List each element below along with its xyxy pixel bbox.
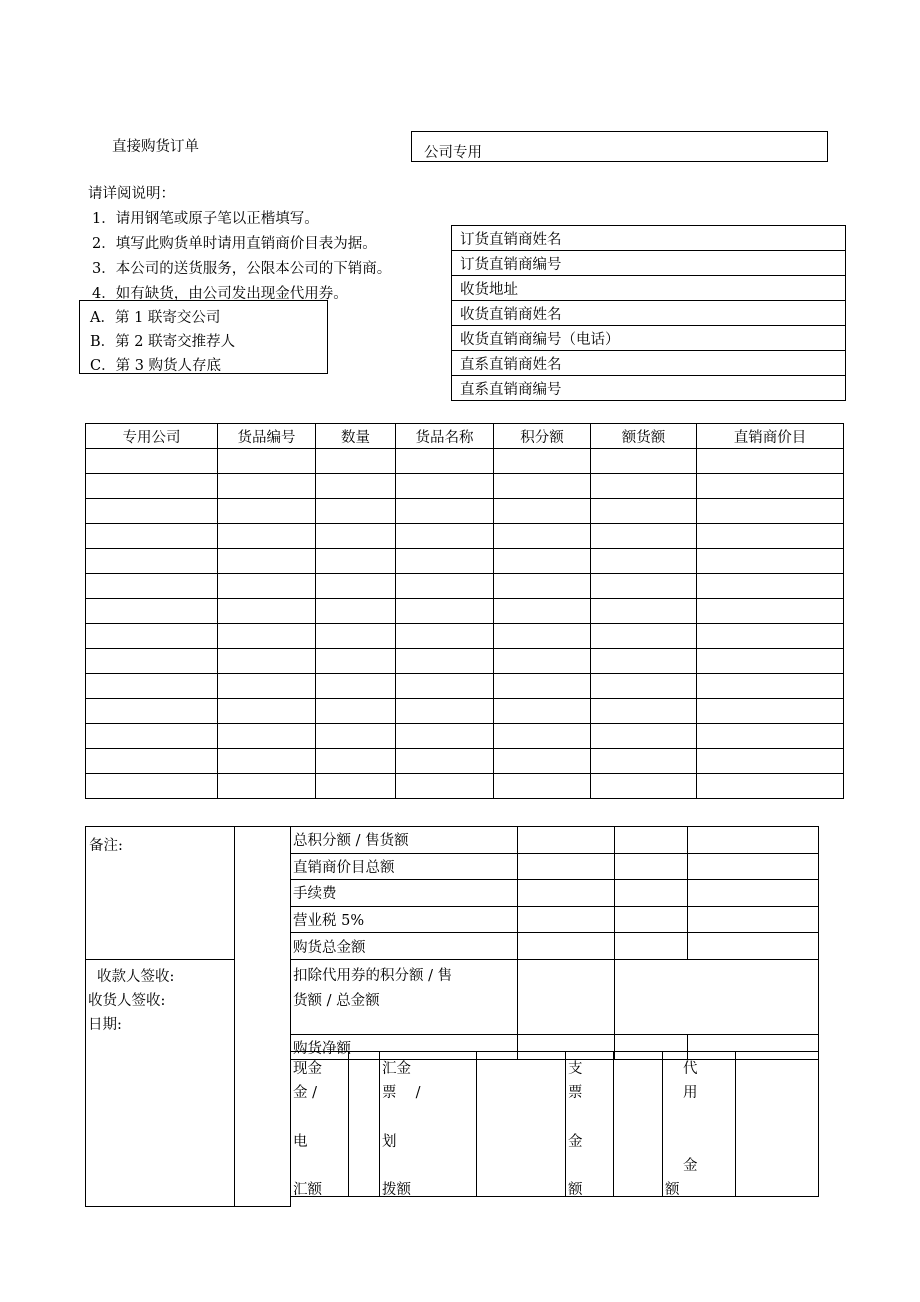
copy-line: C．第 3 购货人存底 — [90, 358, 222, 374]
goods-cell[interactable] — [494, 624, 591, 649]
goods-cell[interactable] — [494, 549, 591, 574]
goods-cell[interactable] — [218, 724, 316, 749]
goods-cell[interactable] — [218, 599, 316, 624]
goods-cell[interactable] — [591, 649, 697, 674]
goods-cell[interactable] — [316, 774, 396, 799]
summary-value-cell[interactable] — [518, 827, 615, 854]
consignee-signature-label: 收货人签收: — [88, 993, 166, 1009]
goods-cell[interactable] — [591, 599, 697, 624]
goods-cell[interactable] — [494, 499, 591, 524]
goods-cell[interactable] — [396, 474, 494, 499]
purchase-total-label: 购货总金额 — [291, 933, 518, 960]
goods-row — [86, 674, 844, 699]
goods-cell[interactable] — [494, 749, 591, 774]
summary-value-cell[interactable] — [688, 933, 819, 960]
goods-cell[interactable] — [494, 599, 591, 624]
goods-cell[interactable] — [316, 499, 396, 524]
goods-cell[interactable] — [316, 549, 396, 574]
goods-cell[interactable] — [316, 749, 396, 774]
goods-cell[interactable] — [316, 624, 396, 649]
goods-cell[interactable] — [86, 624, 218, 649]
goods-cell[interactable] — [494, 524, 591, 549]
company-use-box — [411, 131, 828, 162]
goods-cell[interactable] — [218, 649, 316, 674]
goods-cell[interactable] — [494, 724, 591, 749]
summary-value-cell[interactable] — [615, 853, 688, 880]
goods-cell[interactable] — [697, 549, 844, 574]
cash-amount-cell[interactable] — [349, 1052, 380, 1197]
summary-value-cell[interactable] — [518, 960, 615, 1035]
goods-cell[interactable] — [396, 674, 494, 699]
goods-cell[interactable] — [591, 749, 697, 774]
goods-cell[interactable] — [218, 524, 316, 549]
goods-cell[interactable] — [697, 574, 844, 599]
goods-row — [86, 499, 844, 524]
goods-row — [86, 599, 844, 624]
goods-cell[interactable] — [86, 649, 218, 674]
company-use-label: 公司专用 — [424, 145, 482, 161]
summary-value-cell[interactable] — [688, 853, 819, 880]
goods-row — [86, 699, 844, 724]
order-info-field[interactable]: 订货直销商姓名 — [452, 226, 846, 251]
goods-row — [86, 724, 844, 749]
goods-cell[interactable] — [316, 599, 396, 624]
cheque-label-part: 票 — [568, 1085, 583, 1101]
goods-cell[interactable] — [697, 699, 844, 724]
summary-value-cell[interactable] — [688, 906, 819, 933]
remarks-box[interactable] — [86, 827, 235, 960]
summary-value-cell[interactable] — [615, 906, 688, 933]
goods-cell[interactable] — [396, 499, 494, 524]
payment-table — [290, 1051, 819, 1197]
goods-cell[interactable] — [396, 449, 494, 474]
cash-label-part: 现金 — [293, 1061, 322, 1077]
goods-cell[interactable] — [396, 724, 494, 749]
goods-cell[interactable] — [86, 474, 218, 499]
goods-cell[interactable] — [494, 449, 591, 474]
goods-row — [86, 774, 844, 799]
goods-cell[interactable] — [697, 649, 844, 674]
cash-label-part: 电 — [293, 1134, 308, 1150]
goods-cell[interactable] — [494, 699, 591, 724]
handling-fee-label: 手续费 — [291, 880, 518, 907]
cheque-label-part: 金 — [568, 1134, 583, 1150]
goods-cell[interactable] — [86, 499, 218, 524]
goods-cell[interactable] — [591, 549, 697, 574]
goods-cell[interactable] — [697, 724, 844, 749]
goods-row — [86, 549, 844, 574]
goods-cell[interactable] — [396, 524, 494, 549]
goods-cell[interactable] — [591, 624, 697, 649]
date-label: 日期: — [88, 1017, 122, 1033]
goods-header-cell: 专用公司 — [86, 424, 218, 449]
summary-value-cell[interactable] — [615, 827, 688, 854]
goods-cell[interactable] — [591, 449, 697, 474]
cheque-label-part: 额 — [568, 1182, 583, 1198]
summary-value-cell[interactable] — [518, 933, 615, 960]
draft-amount-cell[interactable] — [477, 1052, 566, 1197]
goods-header-cell: 数量 — [316, 424, 396, 449]
summary-value-cell[interactable] — [615, 960, 819, 1035]
business-tax-label: 营业税 5% — [291, 906, 518, 933]
goods-header-cell: 积分额 — [494, 424, 591, 449]
goods-cell[interactable] — [697, 774, 844, 799]
goods-cell[interactable] — [86, 749, 218, 774]
order-info-field[interactable]: 直系直销商姓名 — [452, 351, 846, 376]
page-title: 直接购货订单 — [112, 139, 199, 155]
goods-cell[interactable] — [218, 699, 316, 724]
instructions-intro: 请详阅说明： — [88, 186, 175, 202]
instruction-line: 3．本公司的送货服务，公限本公司的下销商。 — [92, 261, 392, 277]
goods-cell[interactable] — [86, 599, 218, 624]
goods-cell[interactable] — [316, 649, 396, 674]
goods-cell[interactable] — [697, 674, 844, 699]
goods-row — [86, 649, 844, 674]
copy-line: A．第 1 联寄交公司 — [90, 310, 221, 326]
goods-cell[interactable] — [218, 499, 316, 524]
goods-cell[interactable] — [218, 774, 316, 799]
order-info-field[interactable]: 收货直销商编号（电话） — [452, 326, 846, 351]
instruction-line: 1．请用钢笔或原子笔以正楷填写。 — [92, 211, 319, 227]
goods-cell[interactable] — [218, 549, 316, 574]
goods-cell[interactable] — [591, 574, 697, 599]
voucher-label-part: 用 — [683, 1085, 698, 1101]
summary-value-cell[interactable] — [688, 880, 819, 907]
signature-box[interactable] — [86, 960, 235, 1207]
goods-cell[interactable] — [86, 674, 218, 699]
deduct-label-line: 扣除代用券的积分额 / 售 — [293, 968, 453, 984]
goods-row — [86, 749, 844, 774]
cheque-amount-cell[interactable] — [614, 1052, 663, 1197]
goods-cell[interactable] — [591, 474, 697, 499]
cheque-label-part: 支 — [568, 1061, 583, 1077]
goods-cell[interactable] — [494, 649, 591, 674]
goods-cell[interactable] — [697, 499, 844, 524]
remarks-label: 备注: — [89, 838, 123, 854]
goods-cell[interactable] — [86, 524, 218, 549]
draft-label-part: 汇金 — [382, 1061, 411, 1077]
goods-row — [86, 524, 844, 549]
draft-transfer-label — [380, 1052, 477, 1197]
summary-value-cell[interactable] — [615, 933, 688, 960]
goods-cell[interactable] — [591, 499, 697, 524]
copy-line: B．第 2 联寄交推荐人 — [90, 334, 236, 350]
goods-table — [85, 423, 844, 799]
goods-header-cell: 额货额 — [591, 424, 697, 449]
goods-cell[interactable] — [218, 674, 316, 699]
summary-value-cell[interactable] — [518, 880, 615, 907]
goods-cell[interactable] — [316, 524, 396, 549]
goods-cell[interactable] — [697, 449, 844, 474]
net-amount-label: 购货净额 — [291, 1035, 518, 1060]
goods-cell[interactable] — [316, 474, 396, 499]
voucher-label-part: 代 — [683, 1061, 698, 1077]
goods-header-cell: 货品名称 — [396, 424, 494, 449]
summary-spacer-column — [235, 827, 291, 1207]
goods-cell[interactable] — [396, 749, 494, 774]
goods-cell[interactable] — [218, 574, 316, 599]
goods-row — [86, 449, 844, 474]
goods-cell[interactable] — [591, 774, 697, 799]
goods-cell[interactable] — [697, 474, 844, 499]
goods-cell[interactable] — [86, 774, 218, 799]
deduct-voucher-label — [291, 960, 518, 1035]
goods-cell[interactable] — [86, 724, 218, 749]
order-info-table — [451, 225, 846, 401]
goods-cell[interactable] — [396, 624, 494, 649]
draft-label-part: 划 — [382, 1134, 397, 1150]
goods-cell[interactable] — [697, 624, 844, 649]
goods-row — [86, 624, 844, 649]
goods-cell[interactable] — [396, 574, 494, 599]
goods-row — [86, 474, 844, 499]
voucher-label-part: 金 — [683, 1158, 698, 1174]
goods-cell[interactable] — [697, 749, 844, 774]
price-total-label: 直销商价目总额 — [291, 853, 518, 880]
goods-cell[interactable] — [591, 674, 697, 699]
goods-cell[interactable] — [494, 674, 591, 699]
goods-cell[interactable] — [494, 474, 591, 499]
order-info-field[interactable]: 订货直销商编号 — [452, 251, 846, 276]
deduct-label-line: 货额 / 总金额 — [293, 993, 380, 1009]
order-info-field[interactable]: 收货直销商姓名 — [452, 301, 846, 326]
summary-value-cell[interactable] — [688, 827, 819, 854]
order-info-field[interactable]: 收货地址 — [452, 276, 846, 301]
voucher-label-part: 额 — [665, 1182, 680, 1198]
cheque-label — [566, 1052, 614, 1197]
goods-cell[interactable] — [86, 449, 218, 474]
instruction-line: 2．填写此购货单时请用直销商价目表为据。 — [92, 236, 377, 252]
goods-cell[interactable] — [86, 699, 218, 724]
goods-cell[interactable] — [396, 649, 494, 674]
goods-cell[interactable] — [316, 699, 396, 724]
goods-cell[interactable] — [86, 574, 218, 599]
goods-cell[interactable] — [218, 749, 316, 774]
goods-header-cell: 直销商价目 — [697, 424, 844, 449]
goods-cell[interactable] — [86, 549, 218, 574]
goods-cell[interactable] — [396, 599, 494, 624]
goods-row — [86, 574, 844, 599]
goods-cell[interactable] — [494, 574, 591, 599]
goods-cell[interactable] — [591, 699, 697, 724]
goods-header-row — [86, 424, 844, 449]
goods-cell[interactable] — [316, 574, 396, 599]
goods-cell[interactable] — [396, 774, 494, 799]
summary-value-cell[interactable] — [518, 906, 615, 933]
draft-label-part: 拨额 — [382, 1182, 411, 1198]
goods-cell[interactable] — [494, 774, 591, 799]
goods-cell[interactable] — [591, 524, 697, 549]
goods-cell[interactable] — [218, 474, 316, 499]
goods-cell[interactable] — [316, 674, 396, 699]
goods-cell[interactable] — [218, 449, 316, 474]
goods-cell[interactable] — [218, 624, 316, 649]
goods-cell[interactable] — [396, 549, 494, 574]
voucher-amount-cell[interactable] — [736, 1052, 819, 1197]
summary-value-cell[interactable] — [518, 853, 615, 880]
cash-wire-label — [291, 1052, 349, 1197]
copy-distribution-box — [79, 300, 328, 374]
goods-cell[interactable] — [591, 724, 697, 749]
total-points-label: 总积分额 / 售货额 — [291, 827, 518, 854]
goods-cell[interactable] — [396, 699, 494, 724]
payee-signature-label: 收款人签收: — [97, 969, 175, 985]
cash-label-part: 金 / — [293, 1085, 317, 1101]
voucher-label — [663, 1052, 736, 1197]
goods-cell[interactable] — [316, 724, 396, 749]
instruction-line: 4．如有缺货，由公司发出现金代用券。 — [92, 286, 348, 302]
goods-cell[interactable] — [697, 599, 844, 624]
summary-value-cell[interactable] — [615, 880, 688, 907]
goods-cell[interactable] — [316, 449, 396, 474]
order-info-field[interactable]: 直系直销商编号 — [452, 376, 846, 401]
cash-label-part: 汇额 — [293, 1182, 322, 1198]
draft-label-part: 票 / — [382, 1085, 421, 1101]
goods-cell[interactable] — [697, 524, 844, 549]
goods-header-cell: 货品编号 — [218, 424, 316, 449]
